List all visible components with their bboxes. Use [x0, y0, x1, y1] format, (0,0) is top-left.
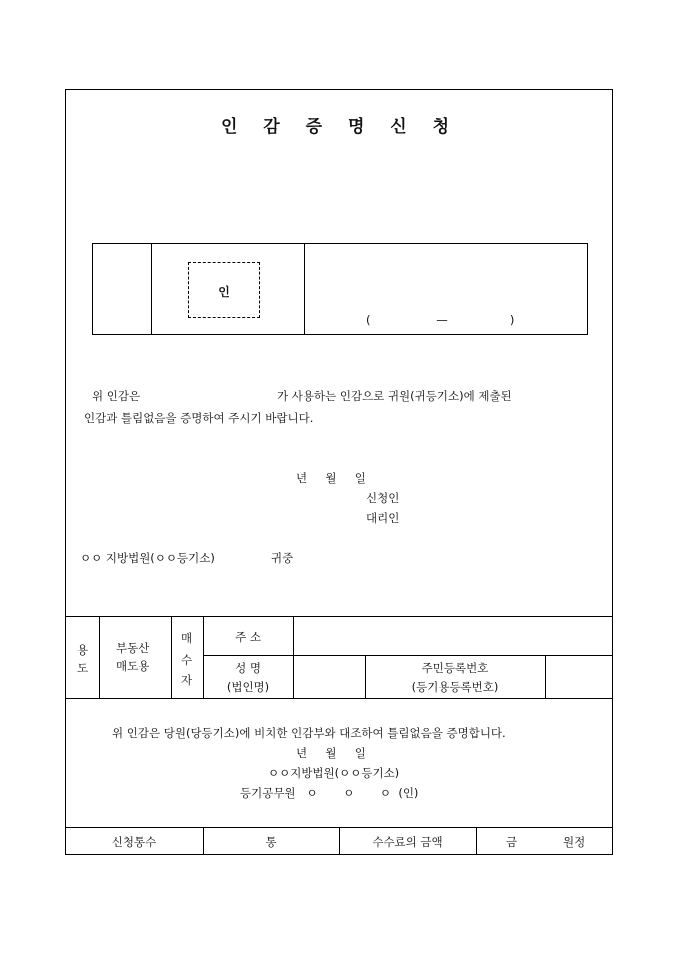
certification-officer: 등기공무원 ㅇ ㅇ ㅇ (인) [240, 786, 419, 800]
usage-yongdo-2: 도 [77, 661, 89, 675]
usage-buyer-2: 수 [181, 653, 193, 667]
application-count-unit: 통 [265, 835, 277, 849]
request-line1-prefix: 위 인감은 [92, 389, 141, 403]
usage-table-mid-line [203, 655, 613, 656]
certification-date: 년 월 일 [296, 746, 366, 760]
seal-stamp-label: 인 [218, 285, 230, 299]
address-label: 주 소 [235, 630, 261, 644]
applicant-label: 신청인 [366, 491, 400, 505]
court-address: ㅇㅇ 지방법원(ㅇㅇ등기소) [80, 551, 215, 565]
registration-number-field: ( — ) [366, 313, 515, 327]
certification-statement: 위 인감은 당원(당등기소)에 비치한 인감부와 대조하여 틀림없음을 증명합니다. [112, 726, 506, 740]
resident-number-label: 주민등록번호 [421, 661, 489, 675]
application-date: 년 월 일 [296, 471, 366, 485]
footer-divider-3 [476, 827, 477, 855]
court-suffix: 귀중 [271, 551, 294, 565]
corp-name-label: (법인명) [226, 680, 270, 694]
fee-prefix: 금 [506, 835, 518, 849]
usage-buyer-1: 매 [181, 631, 193, 645]
request-line2: 인감과 틀림없음을 증명하여 주시기 바랍니다. [84, 411, 314, 425]
usage-col-divider-2 [171, 616, 172, 698]
fee-amount-label: 수수료의 금액 [372, 835, 443, 849]
usage-yongdo-1: 용 [77, 643, 89, 657]
usage-purpose-1: 부동산 [116, 641, 150, 655]
seal-box-divider-2 [304, 243, 305, 335]
registration-number-label: (등기용등록번호) [411, 680, 499, 694]
usage-buyer-3: 자 [181, 673, 193, 687]
usage-table-bottom-line [65, 698, 613, 699]
fee-suffix: 원정 [563, 835, 586, 849]
form-title: 인 감 증 명 신 청 [220, 117, 460, 137]
usage-table-top-line [65, 616, 613, 617]
usage-col-divider-1 [99, 616, 100, 698]
usage-col-divider-4 [293, 616, 294, 698]
request-line1-suffix: 가 사용하는 인감으로 귀원(귀등기소)에 제출된 [277, 389, 512, 403]
seal-box-divider-1 [151, 243, 152, 335]
usage-purpose-2: 매도용 [116, 659, 150, 673]
agent-label: 대리인 [366, 511, 400, 525]
name-label: 성 명 [235, 661, 261, 675]
certification-court: ㅇㅇ지방법원(ㅇㅇ등기소) [268, 766, 400, 780]
application-count-label: 신청통수 [111, 835, 157, 849]
usage-col-divider-6 [545, 655, 546, 698]
